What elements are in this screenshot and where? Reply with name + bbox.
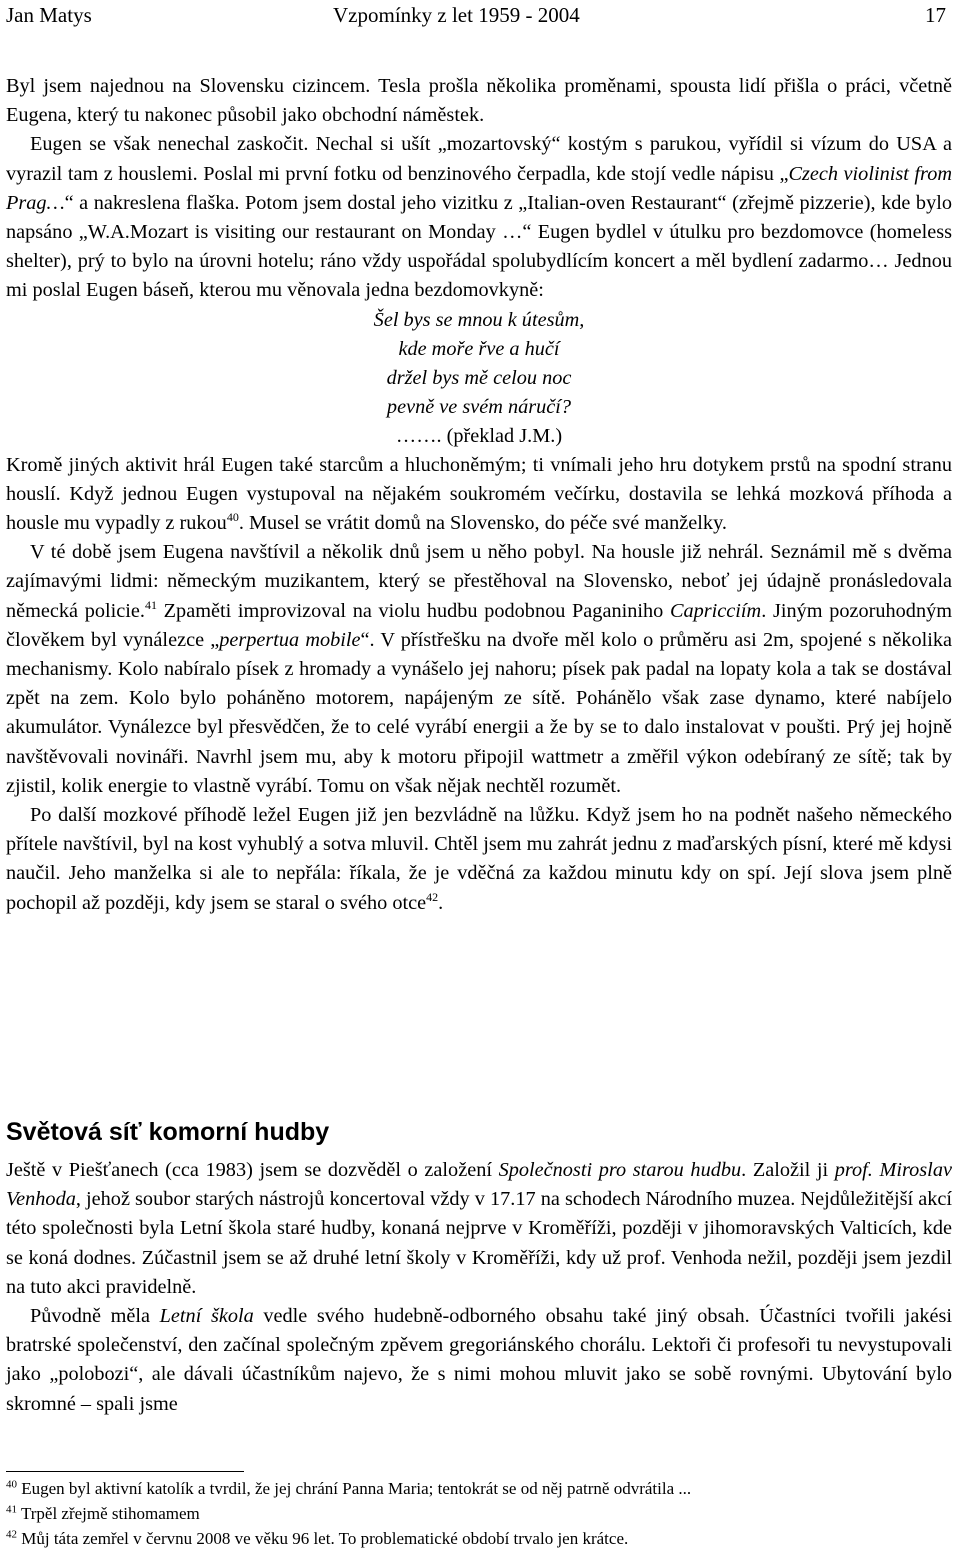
paragraph-4-text-end: .	[438, 891, 444, 914]
footnote-text: Můj táta zemřel v červnu 2008 ve věku 96 let. To problematické období trvalo jen krátce.	[21, 1529, 629, 1548]
footnote-number: 41	[6, 1503, 17, 1516]
section-paragraph-1	[6, 1156, 952, 1302]
founder-name: prof. Miroslav Venhoda	[6, 1159, 952, 1211]
footnote-ref-42[interactable]: 42	[426, 889, 439, 904]
society-name: Společnosti pro starou hudbu	[498, 1159, 742, 1181]
footnote-ref-40[interactable]: 40	[226, 510, 239, 525]
header-title: Vzpomínky z let 1959 - 2004	[333, 3, 580, 27]
paragraph-1	[6, 72, 952, 130]
summer-school-name: Letní škola	[159, 1305, 254, 1328]
sign-text: Czech violinist from Prag…	[6, 162, 952, 214]
poem-line: kde moře řve a hučí	[398, 337, 560, 360]
footnote-41	[6, 1501, 952, 1526]
section-p2-a: Původně měla	[30, 1305, 160, 1328]
main-text	[6, 72, 952, 918]
footnote-number: 40	[6, 1478, 17, 1491]
footnote-number: 42	[6, 1528, 17, 1541]
section-paragraph-2	[6, 1302, 952, 1419]
paragraph-2-text-end: . Musel se vrátit domů na Slovensko, do péče své manželky.	[238, 512, 727, 535]
page-number: 17	[925, 3, 946, 27]
poem-line: Šel bys se mnou k útesům,	[373, 308, 585, 331]
capricci-italic: Capricciím	[669, 599, 762, 622]
paragraph-1-cont	[6, 130, 952, 305]
paragraph-1-s3: “ a nakreslena flaška. Potom jsem dostal jeho vizitku z „Italian-oven Restaurant“ (zřejmě pizzerie), kde bylo napsáno „W.A.Mozart is visiting our restaurant on Monday …“ Eugen bydlel v útulku pro bezdomovce (homeless shelter), prý to bylo na úrovni hotelu; ráno vždy uspořádal spolubydlícím koncert a měl bydlení zadarmo… Jednou mi poslal Eugen báseň, kterou mu věnovala jedna bezdomovkyně:	[6, 191, 952, 302]
footnotes	[6, 1476, 952, 1551]
section-p1-a: Ještě v Piešťanech (cca 1983) jsem se dozvěděl o založení	[6, 1159, 499, 1181]
poem-line: pevně ve svém náručí?	[386, 395, 572, 418]
perpetuum-italic: perpertua mobile	[219, 628, 361, 651]
poem-credit: ……. (překlad J.M.)	[395, 424, 563, 447]
paragraph-3-text: V té době jsem Eugena navštívil a několik dnů jsem u něho pobyl. Na housle již nehrál. Seznámil mě s dvěma zajímavými lidmi: německým muzikantem, který se přestěhoval na Slovensko, neboť jej údajně pronásledovala německá policie.	[6, 541, 952, 622]
section-heading: Světová síť komorní hudby	[6, 1118, 330, 1146]
section-text	[6, 1156, 952, 1419]
paragraph-3-text-b: Zpaměti improvizoval na violu hudbu podobnou Paganiniho	[157, 599, 670, 622]
header-author: Jan Matys	[6, 3, 92, 27]
poem-line: držel bys mě celou noc	[386, 366, 572, 389]
paragraph-3	[6, 538, 952, 801]
section-p1-c: , jehož soubor starých nástrojů koncertoval vždy v 17.17 na schodech Národního muzea. Nejdůležitější akcí této společnosti byla Letní škola staré hudby, konaná nejprve v Kroměříži, později v jihomoravských Valticích, kde se koná dodnes. Zúčastnil jsem se až druhé letní školy v Kroměříži, kdy už prof. Venhoda nežil, později jsem jezdil na tuto akci pravidelně.	[6, 1188, 952, 1298]
paragraph-4-text: Po další mozkové příhodě ležel Eugen již jen bezvládně na lůžku. Když jsem ho na podnět našeho německého přítele navštívil, byl na kost vyhublý a sotva mluvil. Chtěl jsem mu zahrát jednu z maďarských písní, které mě kdysi naučil. Jeho manželka si ale to nepřála: říkala, že je vděčná za každou minutu kdy on spí. Její slova jsem plně pochopil až později, kdy jsem se staral o svého otce	[6, 804, 952, 914]
section-p2-b: vedle svého hudebně-odborného obsahu také jiný obsah. Účastníci tvořili jakési bratrské společenství, den začínal společným zpěvem gregoriánského chorálu. Lektoři či profesoři tu nevystupovali jako „polobozi“, ale dávali účastníkům najevo, že s nimi mohou mluvit jako se sobě rovnými. Ubytování bylo skromné – spali jsme	[6, 1305, 952, 1415]
footnote-ref-41[interactable]: 41	[145, 597, 157, 612]
footnote-42	[6, 1526, 952, 1551]
section-p1-b: . Založil ji	[741, 1159, 835, 1181]
footnote-text: Eugen byl aktivní katolík a tvrdil, že jej chrání Panna Maria; tentokrát se od něj patrně odvrátila ...	[21, 1479, 692, 1498]
paragraph-3-text-d: “. V přístřešku na dvoře měl kolo o průměru asi 2m, spojené s několika mechanismy. Kolo nabíralo písek z hromady a vynášelo jej nahoru; písek pak padal na lopaty kola a tak se dostával zpět na zem. Kolo bylo poháněno motorem, napájeným ze sítě. Pohánělo však zase dynamo, které nabíjelo akumulátor. Vynálezce byl přesvědčen, že to celé vyrábí energii a že by se to dalo instalovat v poušti. Prý jej hojně navštěvovali novináři. Navrhl jsem mu, aby k motoru připojil wattmetr a změřil výkon odebíraný ze sítě; tak by zjistil, kolik energie to vlastně vyrábí. Tomu on však nějak nechtěl rozumět.	[6, 628, 952, 797]
paragraph-2	[6, 451, 952, 539]
footnote-divider	[6, 1471, 244, 1472]
paragraph-4	[6, 801, 952, 918]
paragraph-1-s2: Eugen se však nenechal zaskočit. Nechal si ušít „mozartovský“ kostým s parukou, vyřídil si vízum do USA a vyrazil tam z houslemi. Poslal mi první fotku od benzinového čerpadla, kde stojí vedle nápisu „	[6, 133, 952, 185]
footnote-text: Trpěl zřejmě stihomamem	[20, 1504, 200, 1523]
paragraph-1-s1: Byl jsem najednou na Slovensku cizincem. Tesla prošla několika proměnami, spousta lidí přišla o práci, včetně Eugena, který tu nakonec působil jako obchodní náměstek.	[6, 75, 952, 127]
paragraph-3-text-c: . Jiným pozoruhodným člověkem byl vynálezce „	[6, 599, 952, 651]
footnote-40	[6, 1476, 952, 1501]
poem	[6, 306, 952, 451]
paragraph-2-text: Kromě jiných aktivit hrál Eugen také starcům a hluchoněmým; ti vnímali jeho hru dotykem prstů na spodní stranu houslí. Když jednou Eugen vystupoval na nějakém soukromém večírku, dostavila se lehká mozková příhoda a housle mu vypadly z rukou	[6, 453, 952, 535]
